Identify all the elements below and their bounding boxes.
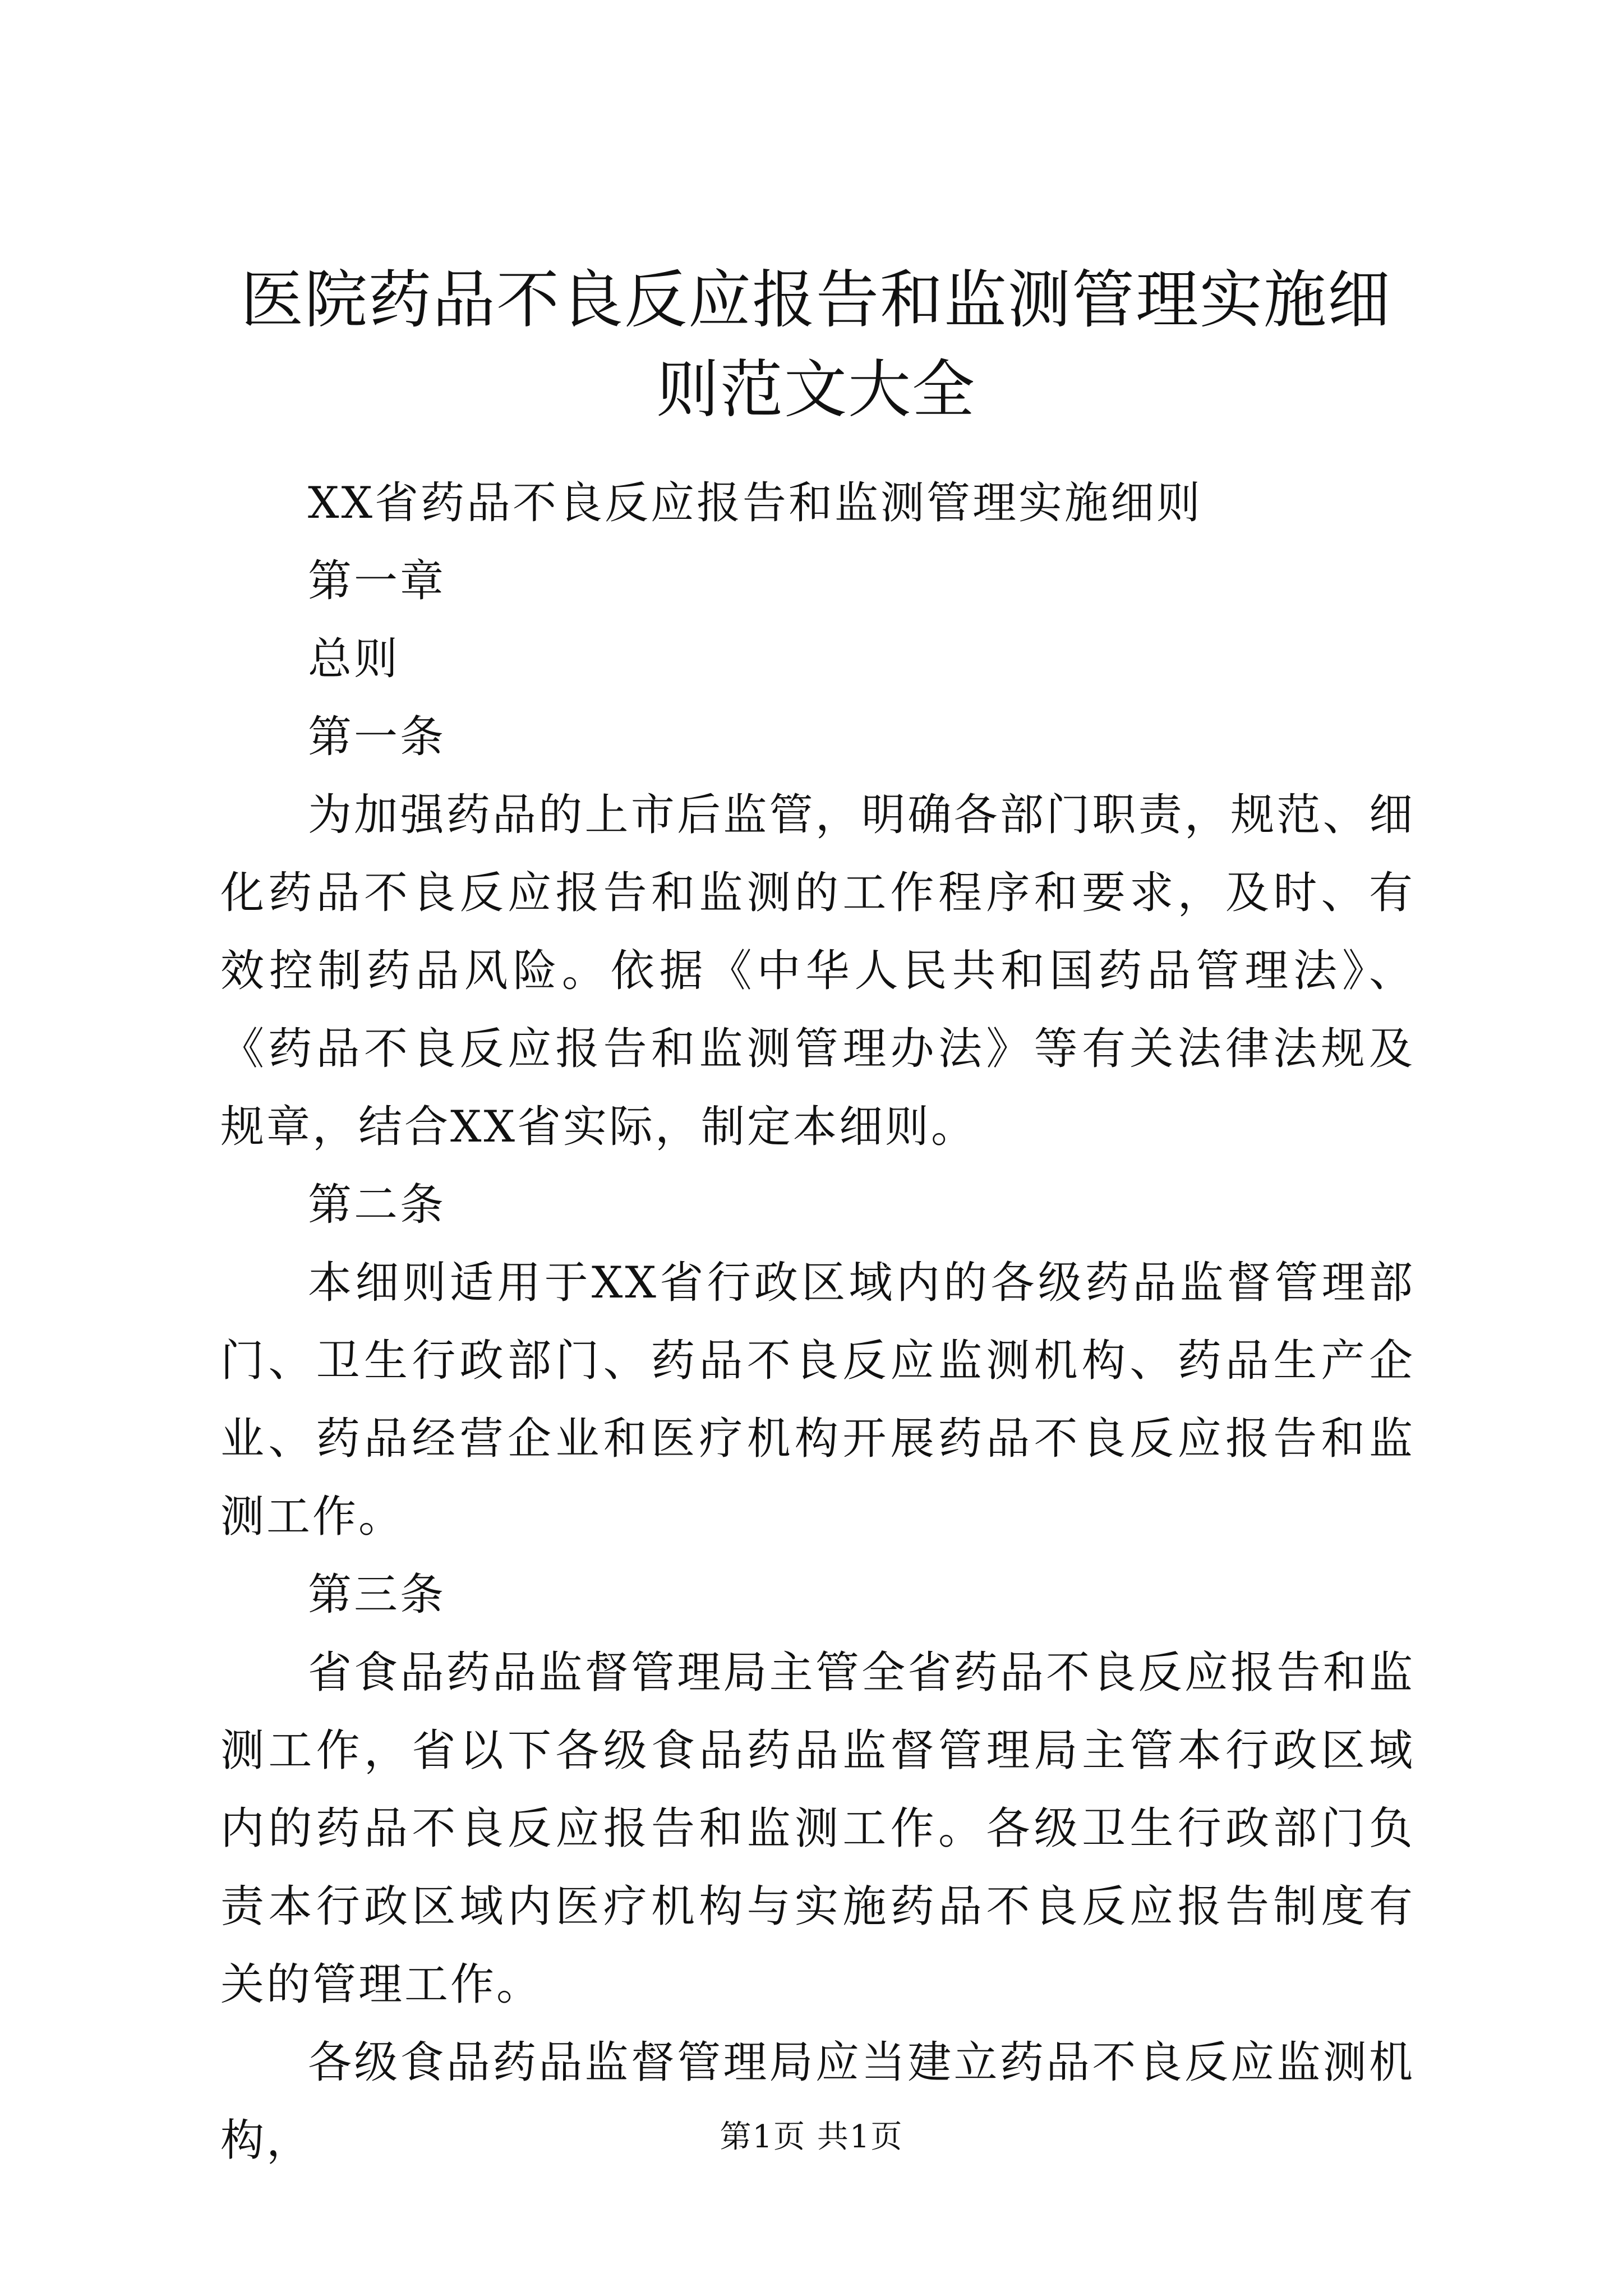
- article-3-heading: 第三条: [308, 1570, 446, 1620]
- document-title: 医院药品不良反应报告和监测管理实施细则范文大全: [241, 264, 1391, 426]
- chapter-title: 总则: [308, 634, 400, 684]
- article-1-heading: 第一条: [308, 712, 446, 762]
- article-3-continuation: 各级食品药品监督管理局应当建立药品不良反应监测机构，: [220, 2037, 1415, 2166]
- chapter-heading: 第一章: [308, 556, 446, 606]
- page-footer: 第1页 共1页: [720, 2119, 903, 2155]
- article-1-text: 为加强药品的上市后监管，明确各部门职责，规范、细化药品不良反应报告和监测的工作程序和要求，及时、有效控制药品风险。依据《中华人民共和国药品管理法》、《药品不良反应报告和监测管理办法》等有关法律法规及规章，结合XX省实际，制定本细则。: [220, 790, 1415, 1152]
- regulation-name: XX省药品不良反应报告和监测管理实施细则: [308, 478, 1203, 528]
- article-2-text: 本细则适用于XX省行政区域内的各级药品监督管理部门、卫生行政部门、药品不良反应监测机构、药品生产企业、药品经营企业和医疗机构开展药品不良反应报告和监测工作。: [220, 1258, 1415, 1542]
- document-body: [220, 464, 1415, 2180]
- article-3-text: 省食品药品监督管理局主管全省药品不良反应报告和监测工作，省以下各级食品药品监督管理局主管本行政区域内的药品不良反应报告和监测工作。各级卫生行政部门负责本行政区域内医疗机构与实施药品不良反应报告制度有关的管理工作。: [220, 1648, 1415, 2010]
- article-2-heading: 第二条: [308, 1180, 446, 1230]
